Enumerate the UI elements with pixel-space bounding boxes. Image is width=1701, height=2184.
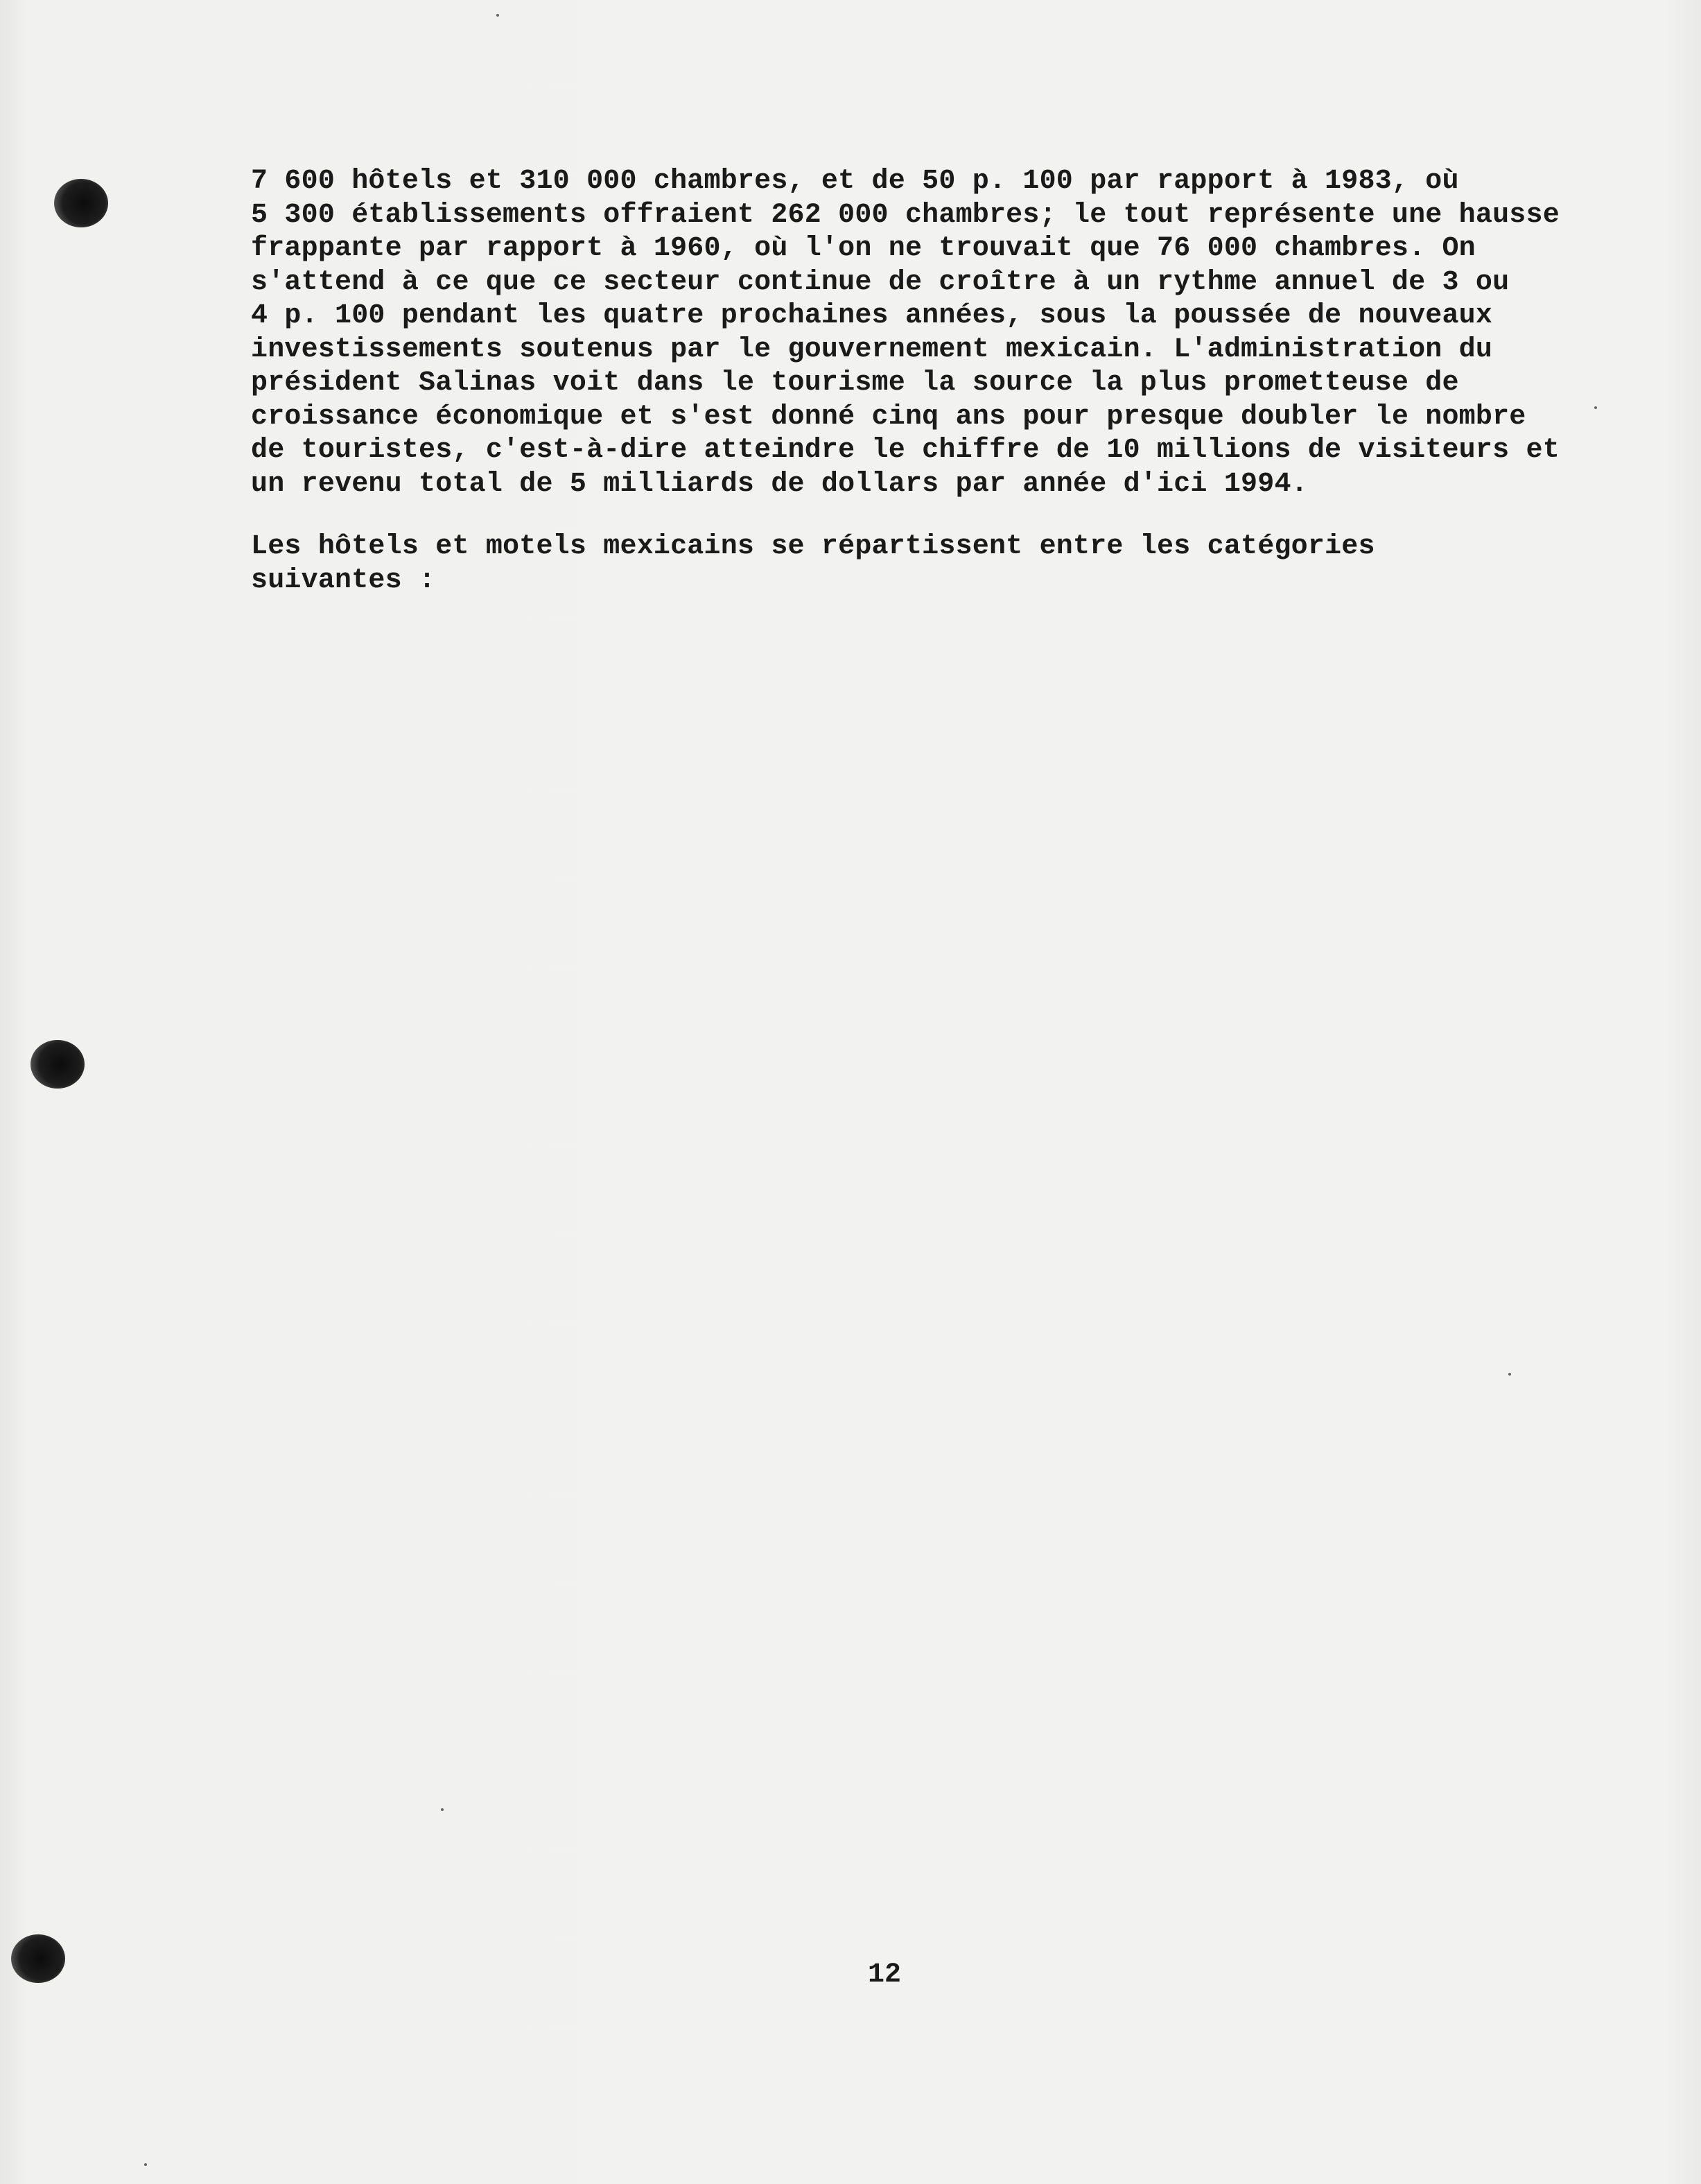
punch-hole: [30, 1040, 85, 1089]
paper-speck: [1508, 1373, 1511, 1376]
paper-speck: [144, 2163, 147, 2166]
page-number: 12: [868, 1959, 902, 1991]
paragraph-hotel-statistics: 7 600 hôtels et 310 000 chambres, et de 50 p. 100 par rapport à 1983, où 5 300 établissements offraient 262 000 chambres; le tout représente une hausse frappante par rapport à 1960, où l'on ne trouvait que 76 000 chambres. On s'attend à ce que ce secteur continue de croître à un rythme annuel de 3 ou 4 p. 100 pendant les quatre prochaines années, sous la poussée de nouveaux investissements soutenus par le gouvernement mexicain. L'administration du président Salinas voit dans le tourisme la source la plus prometteuse de croissance économique et s'est donné cinq ans pour presque doubler le nombre de touristes, c'est-à-dire atteindre le chiffre de 10 millions de visiteurs et un revenu total de 5 milliards de dollars par année d'ici 1994.: [251, 166, 1560, 500]
punch-hole: [54, 179, 108, 227]
paragraph-hotel-categories-intro: Les hôtels et motels mexicains se répartissent entre les catégories suivantes :: [251, 531, 1375, 596]
paper-speck: [1594, 406, 1597, 409]
paper-speck: [496, 14, 499, 17]
document-body: [251, 165, 1596, 627]
paper-speck: [441, 1808, 444, 1811]
reverse-side-show-through: [159, 721, 1504, 1195]
punch-hole: [11, 1934, 65, 1983]
